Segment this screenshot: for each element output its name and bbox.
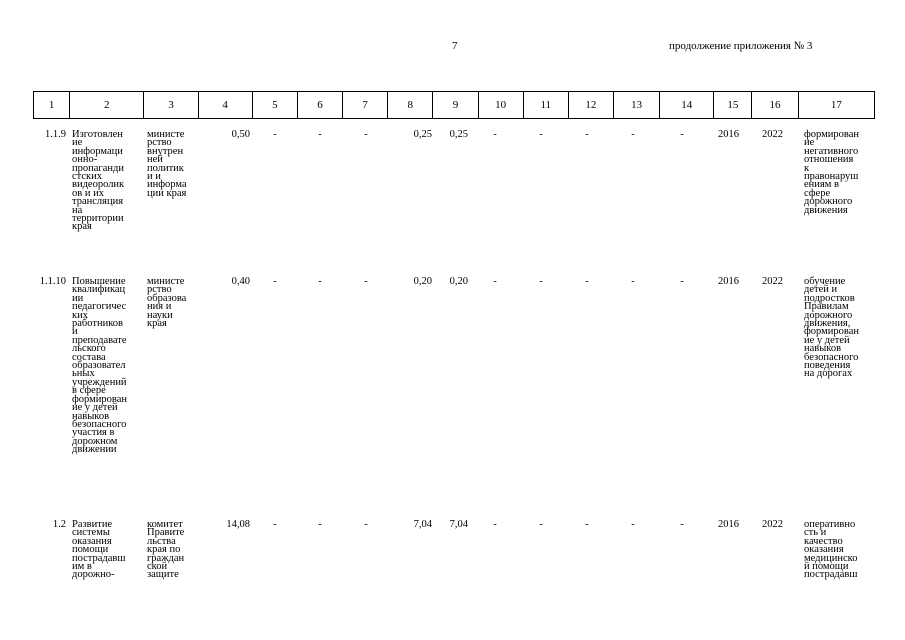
row-result: формирован ие негативного отношения к правонаруш ениям в сфере дорожного движения xyxy=(804,129,860,216)
cell-col-5: - xyxy=(273,276,277,287)
cell-col-10: - xyxy=(493,519,497,530)
cell-col-11: - xyxy=(539,276,543,287)
cell-col-14: - xyxy=(680,129,684,140)
cell-col-16: 2022 xyxy=(762,129,783,140)
cell-col-14: - xyxy=(680,276,684,287)
header-col-11: 11 xyxy=(523,92,568,119)
header-col-6: 6 xyxy=(297,92,342,119)
header-col-14: 14 xyxy=(660,92,714,119)
cell-col-13: - xyxy=(631,129,635,140)
cell-col-15: 2016 xyxy=(718,276,739,287)
row-name: Повышение квалификац ии педагогичес ких работников и преподавате льского состава образовател ьных учреждений в сфере формирован ие у детей навыков безопасного участия в дорожном движении xyxy=(72,276,128,456)
header-col-1: 1 xyxy=(34,92,70,119)
cell-col-13: - xyxy=(631,519,635,530)
cell-col-5: - xyxy=(273,519,277,530)
cell-col-7: - xyxy=(364,276,368,287)
header-col-5: 5 xyxy=(252,92,297,119)
header-col-10: 10 xyxy=(478,92,523,119)
row-executor: комитет Правите льства края по граждан ской защите xyxy=(147,519,185,581)
cell-col-9: 0,20 xyxy=(449,276,468,287)
cell-col-7: - xyxy=(364,129,368,140)
cell-col-16: 2022 xyxy=(762,519,783,530)
page-number: 7 xyxy=(452,40,458,52)
cell-col-6: - xyxy=(318,519,322,530)
cell-col-16: 2022 xyxy=(762,276,783,287)
row-number: 1.1.9 xyxy=(45,129,66,140)
row-executor: министе рство образова ния и науки края xyxy=(147,276,187,330)
cell-col-8: 0,20 xyxy=(413,276,432,287)
cell-col-5: - xyxy=(273,129,277,140)
cell-col-10: - xyxy=(493,129,497,140)
row-name: Развитие системы оказания помощи пострадавш им в дорожно- xyxy=(72,519,126,581)
row-result: оперативно сть и качество оказания медицинско й помощи пострадавш xyxy=(804,519,858,581)
cell-col-6: - xyxy=(318,276,322,287)
header-col-2: 2 xyxy=(70,92,144,119)
row-result: обучение детей и подростков Правилам дорожного движения, формирован ие у детей навыков безопасного поведения на дорогах xyxy=(804,276,860,380)
header-col-7: 7 xyxy=(343,92,388,119)
header-col-4: 4 xyxy=(198,92,252,119)
continuation-note: продолжение приложения № 3 xyxy=(669,40,813,52)
cell-col-12: - xyxy=(585,276,589,287)
cell-col-14: - xyxy=(680,519,684,530)
header-col-17: 17 xyxy=(798,92,874,119)
cell-col-12: - xyxy=(585,129,589,140)
header-col-3: 3 xyxy=(144,92,198,119)
cell-col-9: 7,04 xyxy=(449,519,468,530)
cell-col-11: - xyxy=(539,519,543,530)
header-col-16: 16 xyxy=(752,92,798,119)
cell-col-4: 0,40 xyxy=(231,276,250,287)
header-col-13: 13 xyxy=(614,92,660,119)
cell-col-10: - xyxy=(493,276,497,287)
cell-col-15: 2016 xyxy=(718,519,739,530)
cell-col-9: 0,25 xyxy=(449,129,468,140)
cell-col-11: - xyxy=(539,129,543,140)
row-number: 1.1.10 xyxy=(39,276,66,287)
header-col-8: 8 xyxy=(388,92,433,119)
cell-col-7: - xyxy=(364,519,368,530)
header-col-12: 12 xyxy=(568,92,613,119)
header-col-9: 9 xyxy=(433,92,478,119)
row-name: Изготовлен ие информаци онно- пропаганди стских видеоролик ов и их трансляция на территории края xyxy=(72,129,125,233)
cell-col-8: 7,04 xyxy=(413,519,432,530)
cell-col-13: - xyxy=(631,276,635,287)
table-header xyxy=(33,91,875,119)
cell-col-6: - xyxy=(318,129,322,140)
cell-col-4: 14,08 xyxy=(226,519,250,530)
row-executor: министе рство внутрен ней политик и и информа ции края xyxy=(147,129,187,199)
cell-col-15: 2016 xyxy=(718,129,739,140)
cell-col-12: - xyxy=(585,519,589,530)
row-number: 1.2 xyxy=(52,519,66,530)
header-col-15: 15 xyxy=(714,92,752,119)
cell-col-8: 0,25 xyxy=(413,129,432,140)
cell-col-4: 0,50 xyxy=(231,129,250,140)
